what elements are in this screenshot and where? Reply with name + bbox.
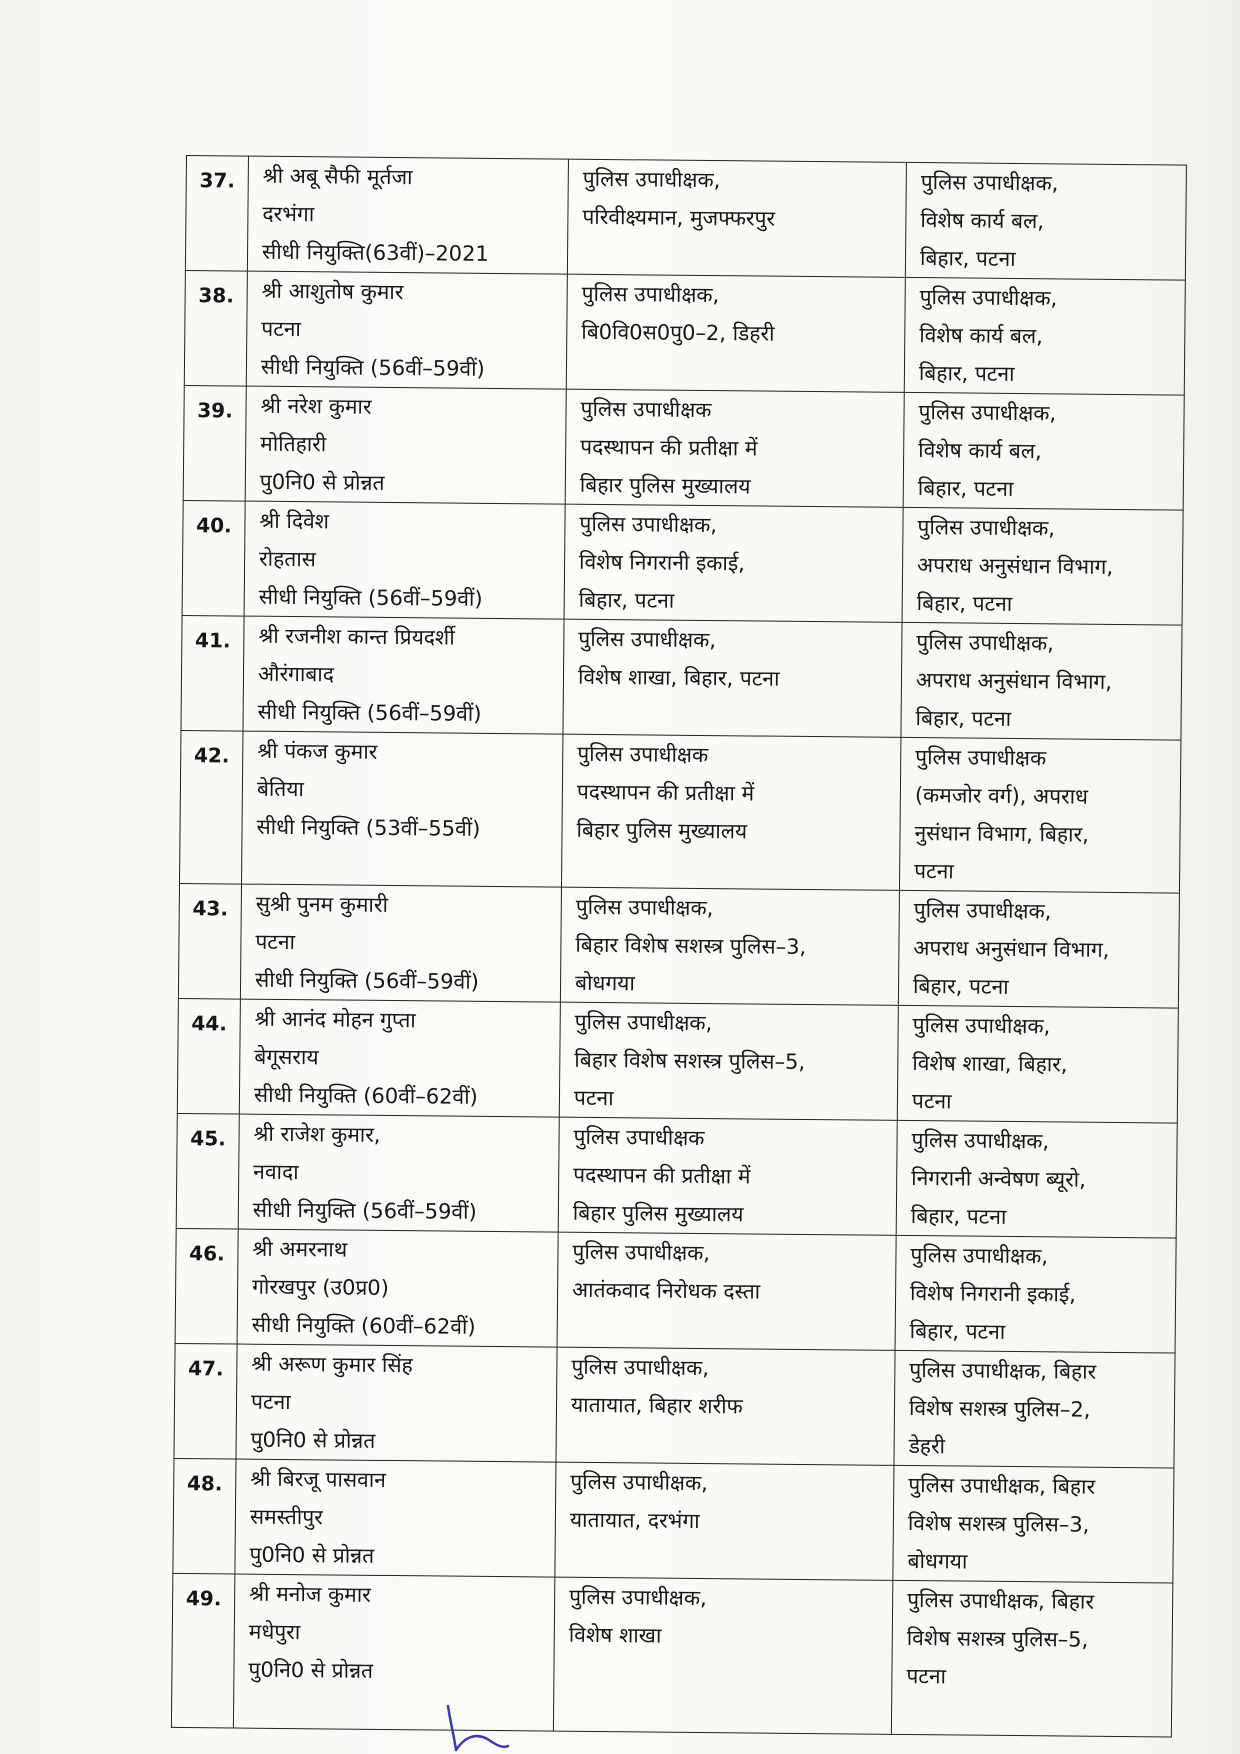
new-posting-cell (895, 1235, 1176, 1353)
officer-line: सीधी नियुक्ति (56वीं–59वीं) (258, 584, 483, 611)
serial-number: 49. (171, 1573, 234, 1728)
posting-table-body (171, 156, 1186, 1738)
officer-line: दरभंगा (262, 201, 315, 227)
new-posting-line: पुलिस उपाधीक्षक, (918, 400, 1057, 426)
posting-table (171, 155, 1187, 1738)
current-posting-line: पुलिस उपाधीक्षक, (570, 1469, 708, 1496)
new-posting-cell (899, 737, 1180, 893)
officer-cell (244, 501, 565, 619)
serial-number: 43. (178, 883, 241, 999)
officer-line: पटना (261, 316, 302, 342)
current-posting-line: यातायात, बिहार शरीफ (570, 1392, 743, 1419)
current-posting-cell (565, 389, 904, 507)
current-posting-line: बि0वि0स0पु0–2, डिहरी (581, 319, 775, 346)
current-posting-line: पुलिस उपाधीक्षक, (574, 1009, 713, 1036)
new-posting-line: विशेष कार्य बल, (920, 208, 1045, 234)
table-row (180, 730, 1181, 893)
officer-line: पु0नि0 से प्रोन्नत (249, 1542, 375, 1568)
current-posting-line: बोधगया (574, 970, 635, 996)
officer-cell (245, 386, 566, 504)
current-posting-line: बिहार पुलिस मुख्यालय (576, 817, 748, 844)
officer-cell (243, 616, 564, 734)
current-posting-line: पदस्थापन की प्रतीक्षा में (580, 434, 758, 461)
current-posting-line: परिवीक्ष्यमान, मुजफ्फरपुर (582, 204, 776, 231)
current-posting-cell (559, 1002, 898, 1120)
officer-line: सीधी नियुक्ति (56वीं–59वीं) (252, 1197, 477, 1224)
new-posting-line: पटना (911, 1089, 952, 1114)
new-posting-line: डेहरी (908, 1433, 946, 1459)
current-posting-cell (557, 1232, 896, 1350)
new-posting-line: पुलिस उपाधीक्षक, बिहार (907, 1587, 1095, 1614)
officer-line: सीधी नियुक्ति (56वीं–59वीं) (254, 967, 480, 994)
new-posting-line: पुलिस उपाधीक्षक, (910, 1243, 1049, 1269)
current-posting-line: बिहार विशेष सशस्त्र पुलिस–3, (575, 932, 807, 959)
current-posting-line: पुलिस उपाधीक्षक (573, 1124, 705, 1151)
current-posting-line: पुलिस उपाधीक्षक, (581, 281, 720, 308)
serial-number: 46. (175, 1228, 238, 1344)
officer-cell (242, 731, 563, 887)
table-row (173, 1458, 1174, 1583)
new-posting-cell (904, 277, 1185, 395)
new-posting-line: विशेष कार्य बल, (919, 323, 1043, 349)
current-posting-line: पुलिस उपाधीक्षक (580, 396, 712, 423)
officer-cell (237, 1229, 558, 1347)
new-posting-line: विशेष सशस्त्र पुलिस–2, (908, 1395, 1091, 1422)
officer-line: पटना (250, 1389, 291, 1415)
table-row (175, 1228, 1176, 1353)
officer-line: सीधी नियुक्ति(63वीं)–2021 (261, 239, 489, 266)
officer-line: सीधी नियुक्ति (60वीं–62वीं) (253, 1082, 478, 1109)
current-posting-line: पुलिस उपाधीक्षक, (579, 511, 718, 538)
current-posting-line: पदस्थापन की प्रतीक्षा में (576, 779, 755, 806)
officer-line: मधेपुरा (248, 1619, 301, 1645)
new-posting-line: विशेष निगरानी इकाई, (909, 1281, 1077, 1307)
table-row (177, 998, 1178, 1123)
officer-cell (236, 1344, 557, 1462)
officer-line: श्री बिरजू पासवान (250, 1466, 386, 1492)
new-posting-line: पुलिस उपाधीक्षक, बिहार (908, 1472, 1096, 1499)
serial-number: 44. (177, 998, 240, 1114)
new-posting-line: अपराध अनुसंधान विभाग, (913, 936, 1110, 962)
serial-number: 38. (184, 270, 247, 386)
new-posting-line: बिहार, पटना (917, 476, 1014, 501)
new-posting-line: बिहार, पटना (912, 974, 1009, 999)
new-posting-line: पुलिस उपाधीक्षक, (912, 1013, 1051, 1039)
table-row (171, 1573, 1172, 1737)
new-posting-line: पटना (914, 859, 954, 884)
serial-number: 37. (185, 156, 248, 272)
officer-line: सीधी नियुक्ति (53वीं–55वीं) (256, 814, 481, 841)
new-posting-line: पटना (906, 1663, 947, 1689)
officer-line: श्री अबू सैफी मूर्तजा (262, 163, 413, 190)
officer-line: मोतिहारी (260, 431, 327, 457)
serial-number: 47. (174, 1343, 237, 1459)
current-posting-line: आतंकवाद निरोधक दस्ता (572, 1277, 761, 1304)
officer-line: पटना (255, 929, 296, 955)
officer-cell (247, 156, 568, 274)
current-posting-cell (556, 1347, 895, 1465)
officer-line: बेतिया (256, 776, 305, 802)
table-row (182, 500, 1183, 625)
officer-line: पु0नि0 से प्रोन्नत (259, 469, 385, 495)
new-posting-line: विशेष कार्य बल, (918, 438, 1042, 464)
signature-mark (440, 1700, 510, 1754)
officer-line: श्री राजेश कुमार, (253, 1121, 381, 1147)
new-posting-cell (902, 507, 1183, 625)
new-posting-cell (903, 392, 1184, 510)
officer-cell (240, 884, 561, 1002)
current-posting-line: पुलिस उपाधीक्षक, (569, 1584, 707, 1611)
serial-number: 42. (180, 730, 243, 884)
officer-line: सुश्री पुनम कुमारी (255, 891, 389, 917)
table-row (181, 615, 1182, 740)
officer-line: सीधी नियुक्ति (60वीं–62वीं) (251, 1312, 476, 1339)
officer-line: सीधी नियुक्ति (56वीं–59वीं) (257, 699, 482, 726)
new-posting-cell (898, 890, 1179, 1008)
current-posting-cell (566, 274, 905, 392)
table-row (185, 156, 1186, 281)
officer-cell (239, 999, 560, 1117)
new-posting-line: विशेष सशस्त्र पुलिस–5, (906, 1625, 1089, 1652)
new-posting-line: पुलिस उपाधीक्षक, (911, 1128, 1050, 1154)
current-posting-line: पटना (573, 1085, 614, 1111)
officer-line: नवादा (253, 1159, 299, 1185)
officer-line: बेगूसराय (254, 1044, 319, 1070)
current-posting-line: पुलिस उपाधीक्षक, (582, 166, 721, 193)
officer-line: श्री अमरनाथ (252, 1236, 348, 1262)
new-posting-line: बिहार, पटना (915, 706, 1012, 731)
serial-number: 41. (181, 615, 244, 731)
new-posting-cell (905, 162, 1186, 280)
new-posting-cell (901, 622, 1182, 740)
officer-line: सीधी नियुक्ति (56वीं–59वीं) (260, 354, 485, 381)
officer-line: पु0नि0 से प्रोन्नत (248, 1657, 374, 1683)
officer-line: श्री रजनीश कान्त प्रियदर्शी (258, 623, 455, 650)
officer-line: औरंगाबाद (257, 661, 335, 687)
new-posting-line: पुलिस उपाधीक्षक, (919, 285, 1058, 311)
current-posting-line: विशेष शाखा, बिहार, पटना (577, 664, 780, 691)
new-posting-line: विशेष शाखा, बिहार, (912, 1051, 1068, 1077)
current-posting-cell (561, 734, 900, 890)
officer-line: श्री आशुतोष कुमार (261, 278, 404, 305)
current-posting-cell (555, 1462, 894, 1580)
new-posting-cell (893, 1465, 1174, 1583)
table-row (178, 883, 1179, 1008)
current-posting-line: बिहार विशेष सशस्त्र पुलिस–5, (574, 1047, 806, 1074)
officer-cell (246, 271, 567, 389)
current-posting-line: बिहार पुलिस मुख्यालय (579, 472, 751, 499)
new-posting-line: पुलिस उपाधीक्षक, बिहार (909, 1358, 1097, 1384)
current-posting-line: पुलिस उपाधीक्षक, (571, 1354, 710, 1381)
new-posting-line: पुलिस उपाधीक्षक, (913, 898, 1052, 924)
officer-line: श्री नरेश कुमार (260, 393, 372, 419)
new-posting-line: बिहार, पटना (918, 361, 1015, 386)
serial-number: 39. (183, 385, 246, 501)
officer-line: समस्तीपुर (249, 1504, 323, 1530)
new-posting-line: बिहार, पटना (919, 246, 1016, 271)
table-row (184, 270, 1185, 395)
officer-line: गोरखपुर (उ0प्र0) (252, 1274, 390, 1300)
new-posting-line: अपराध अनुसंधान विभाग, (916, 553, 1114, 579)
new-posting-line: पुलिस उपाधीक्षक, (916, 630, 1055, 656)
current-posting-line: विशेष निगरानी इकाई, (578, 549, 746, 576)
table-row (183, 385, 1184, 510)
new-posting-line: निगरानी अन्वेषण ब्यूरो, (911, 1166, 1086, 1192)
current-posting-line: बिहार, पटना (578, 587, 675, 613)
new-posting-line: पुलिस उपाधीक्षक, (917, 515, 1056, 541)
new-posting-line: नुसंधान विभाग, बिहार, (914, 821, 1089, 847)
officer-cell (235, 1459, 556, 1577)
officer-line: श्री मनोज कुमार (249, 1581, 371, 1607)
new-posting-line: पुलिस उपाधीक्षक, (920, 170, 1059, 196)
current-posting-line: यातायात, दरभंगा (569, 1507, 700, 1533)
new-posting-line: बिहार, पटना (916, 591, 1013, 616)
current-posting-cell (560, 887, 899, 1005)
officer-line: श्री आनंद मोहन गुप्ता (254, 1006, 416, 1033)
current-posting-line: बिहार पुलिस मुख्यालय (572, 1200, 744, 1227)
new-posting-line: बिहार, पटना (909, 1319, 1006, 1344)
current-posting-line: पुलिस उपाधीक्षक, (575, 894, 714, 921)
current-posting-line: पुलिस उपाधीक्षक (577, 741, 709, 768)
table-row (176, 1113, 1177, 1238)
new-posting-line: बोधगया (907, 1548, 968, 1574)
current-posting-cell (558, 1117, 897, 1235)
current-posting-line: पुलिस उपाधीक्षक, (578, 626, 717, 653)
new-posting-line: अपराध अनुसंधान विभाग, (915, 668, 1113, 694)
current-posting-line: पदस्थापन की प्रतीक्षा में (573, 1162, 751, 1189)
serial-number: 48. (173, 1458, 236, 1574)
new-posting-line: पुलिस उपाधीक्षक (915, 745, 1047, 771)
new-posting-line: विशेष सशस्त्र पुलिस–3, (907, 1510, 1090, 1537)
new-posting-line: बिहार, पटना (910, 1204, 1007, 1229)
new-posting-cell (891, 1580, 1172, 1737)
officer-line: रोहतास (259, 546, 317, 572)
current-posting-line: पुलिस उपाधीक्षक, (572, 1239, 711, 1266)
new-posting-line: (कमजोर वर्ग), अपराध (914, 783, 1089, 809)
new-posting-cell (896, 1120, 1177, 1238)
current-posting-cell (563, 619, 902, 737)
current-posting-cell (567, 159, 906, 277)
new-posting-cell (897, 1005, 1178, 1123)
serial-number: 45. (176, 1113, 239, 1229)
serial-number: 40. (182, 500, 245, 616)
table-row (174, 1343, 1175, 1468)
current-posting-cell (553, 1577, 892, 1734)
officer-cell (238, 1114, 559, 1232)
current-posting-cell (564, 504, 903, 622)
officer-line: श्री पंकज कुमार (257, 738, 378, 764)
new-posting-cell (894, 1350, 1175, 1468)
officer-line: पु0नि0 से प्रोन्नत (250, 1427, 376, 1453)
officer-line: श्री दिवेश (259, 508, 330, 534)
officer-line: श्री अरूण कुमार सिंह (251, 1351, 413, 1378)
current-posting-line: विशेष शाखा (568, 1622, 662, 1648)
